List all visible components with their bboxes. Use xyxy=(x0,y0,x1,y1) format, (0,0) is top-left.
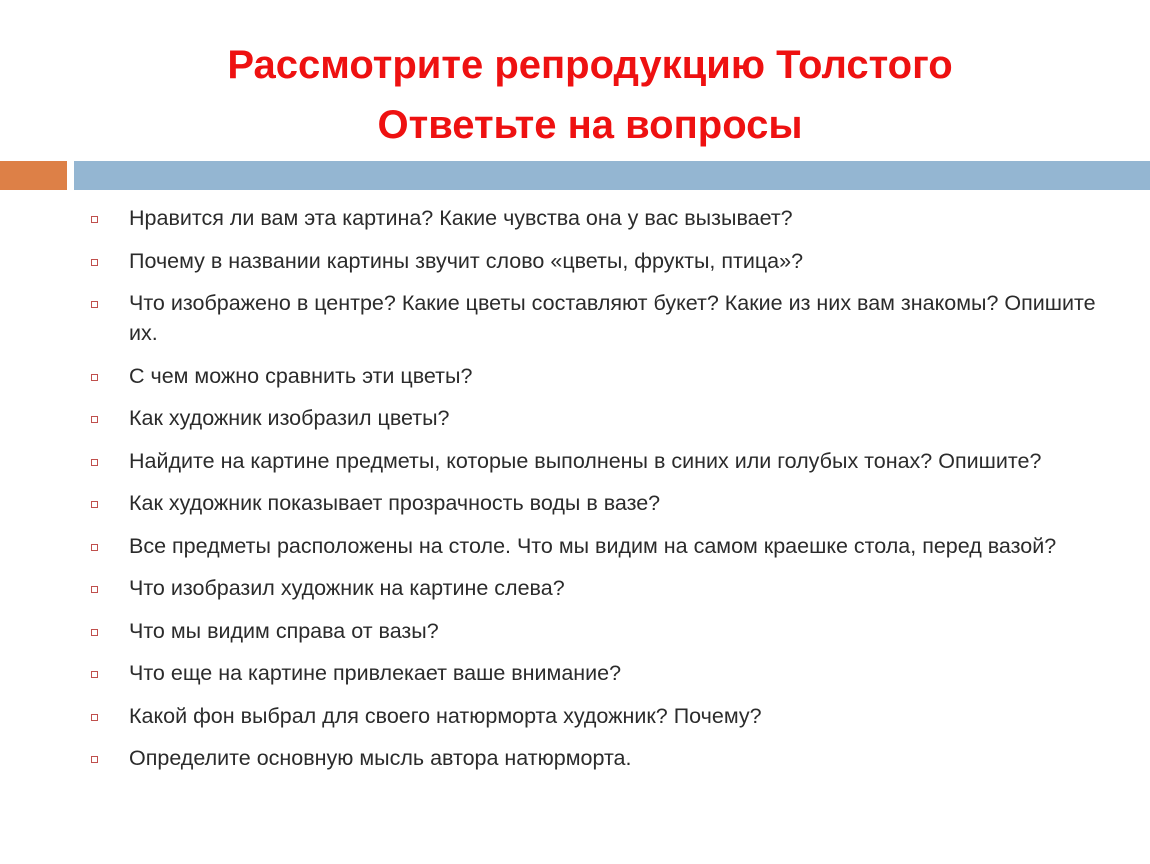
list-item xyxy=(0,203,1150,233)
list-item xyxy=(0,488,1150,518)
list-item xyxy=(0,246,1150,276)
question-text: Как художник изобразил цветы? xyxy=(129,406,450,430)
list-item xyxy=(0,573,1150,603)
square-bullet-icon xyxy=(91,416,98,423)
accent-bar-blue xyxy=(74,161,1150,190)
square-bullet-icon xyxy=(91,586,98,593)
square-bullet-icon xyxy=(91,374,98,381)
accent-bar-orange xyxy=(0,161,67,190)
question-text: Найдите на картине предметы, которые выполнены в синих или голубых тонах? Опишите? xyxy=(129,448,1042,473)
question-text: Почему в названии картины звучит слово «цветы, фрукты, птица»? xyxy=(129,248,804,273)
question-text: Что еще на картине привлекает ваше внимание? xyxy=(129,661,622,685)
square-bullet-icon xyxy=(91,501,98,508)
list-item xyxy=(0,361,1150,391)
question-text: Определите основную мысль автора натюрморта. xyxy=(129,746,632,770)
question-text: Нравится ли вам эта картина? Какие чувства она у вас вызывает? xyxy=(129,206,793,230)
question-text: Как художник показывает прозрачность воды в вазе? xyxy=(129,491,661,515)
question-text: С чем можно сравнить эти цветы? xyxy=(129,363,473,388)
list-item xyxy=(0,701,1150,731)
slide-title-line-2: Ответьте на вопросы xyxy=(377,102,803,147)
square-bullet-icon xyxy=(91,629,98,636)
square-bullet-icon xyxy=(91,259,98,266)
slide-title-line-1: Рассмотрите репродукцию Толстого xyxy=(227,42,953,87)
list-item xyxy=(0,288,1150,348)
square-bullet-icon xyxy=(91,216,98,223)
question-text: Что изображено в центре? Какие цветы составляют букет? Какие из них вам знакомы? Опишите их. xyxy=(129,291,1096,345)
list-item xyxy=(0,658,1150,688)
question-text: Все предметы расположены на столе. Что мы видим на самом краешке стола, перед вазой? xyxy=(129,533,1057,558)
list-item xyxy=(0,403,1150,433)
list-item xyxy=(0,743,1150,773)
slide-title xyxy=(0,35,1150,155)
square-bullet-icon xyxy=(91,301,98,308)
list-item xyxy=(0,531,1150,561)
question-text: Что изобразил художник на картине слева? xyxy=(129,576,565,600)
question-text: Что мы видим справа от вазы? xyxy=(129,618,439,643)
question-text: Какой фон выбрал для своего натюрморта художник? Почему? xyxy=(129,703,762,728)
list-item xyxy=(0,616,1150,646)
square-bullet-icon xyxy=(91,671,98,678)
square-bullet-icon xyxy=(91,756,98,763)
list-item xyxy=(0,446,1150,476)
square-bullet-icon xyxy=(91,459,98,466)
square-bullet-icon xyxy=(91,714,98,721)
question-list xyxy=(0,203,1150,786)
square-bullet-icon xyxy=(91,544,98,551)
